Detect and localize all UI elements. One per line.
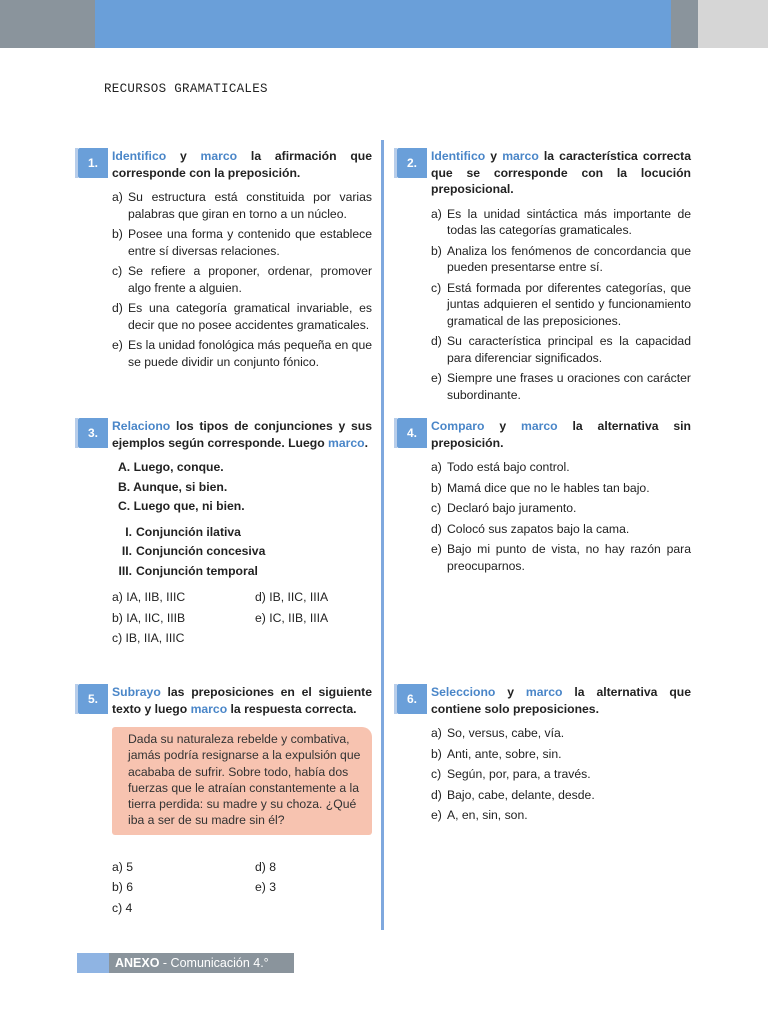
option-letter: d) — [112, 301, 123, 315]
option-letter: a) — [431, 460, 442, 474]
option-item[interactable] — [431, 807, 691, 824]
stem-keyword: Relaciono — [112, 419, 171, 433]
option-letter: b) — [112, 227, 123, 241]
option-item[interactable] — [431, 243, 691, 276]
footer-text: - Comunicación 4.° — [159, 956, 269, 970]
stem-text: y — [495, 685, 526, 699]
question-number-badge: 5. — [78, 684, 108, 714]
options-grid — [112, 589, 372, 647]
stem-keyword: marco — [328, 435, 365, 450]
option-letter: e) — [431, 808, 442, 822]
question-number-badge: 3. — [78, 418, 108, 448]
question-6 — [406, 684, 691, 828]
option-letter: e) — [431, 542, 442, 556]
option-item[interactable] — [112, 226, 372, 259]
option-letter: b) — [431, 746, 442, 761]
stem-text: la alternativa que contiene solo preposiciones. — [431, 685, 691, 716]
footer-label — [109, 953, 294, 973]
stem-text: la característica correcta que se corresponde con la locución preposicional. — [431, 149, 691, 196]
stem-text: los tipos de conjunciones y sus ejemplos según corresponde. Luego — [112, 419, 372, 450]
option-text: Siempre une frases u oraciones con carácter subordinante. — [447, 371, 691, 402]
option-c[interactable]: c) IB, IIA, IIIC — [112, 631, 185, 645]
question-stem — [431, 684, 691, 717]
option-text: Analiza los fenómenos de concordancia que pueden presentarse entre sí. — [447, 243, 691, 274]
option-letter: b) — [431, 243, 442, 258]
option-letter: a) — [431, 206, 442, 221]
option-text: Anti, ante, sobre, sin. — [447, 746, 562, 761]
stem-keyword: marco — [502, 149, 539, 163]
option-item[interactable] — [112, 337, 372, 370]
question-1 — [87, 148, 372, 374]
stem-keyword: marco — [525, 685, 563, 699]
option-text: Bajo mi punto de vista, no hay razón para preocuparnos. — [447, 542, 691, 573]
footer-accent-block — [77, 953, 109, 973]
stem-keyword: Identifico — [431, 149, 486, 163]
option-text: Colocó sus zapatos bajo la cama. — [447, 521, 630, 536]
question-stem — [112, 684, 372, 717]
option-text: Según, por, para, a través. — [447, 767, 591, 781]
option-item[interactable] — [431, 280, 691, 330]
column-divider — [381, 140, 384, 930]
option-letter: d) — [431, 787, 442, 802]
option-text: Está formada por diferentes categorías, que juntas adquieren el sentido y funcionamiento gramatical de las preposiciones. — [447, 280, 691, 328]
conjunction-examples — [112, 459, 372, 515]
option-e[interactable]: e) IC, IIB, IIIA — [255, 610, 329, 625]
option-item[interactable] — [431, 746, 691, 763]
option-item[interactable] — [112, 300, 372, 333]
option-letter: a) — [112, 190, 123, 204]
option-item[interactable] — [431, 787, 691, 804]
option-letter: c) — [431, 501, 442, 515]
banner-gray-block-left — [0, 0, 95, 48]
options-list — [431, 725, 691, 824]
stem-keyword: Subrayo — [112, 685, 161, 699]
option-text: Todo está bajo control. — [447, 460, 570, 474]
option-text: Es una categoría gramatical invariable, es decir que no posee accidentes gramaticales. — [128, 301, 372, 332]
option-text: Es la unidad sintáctica más importante de todas las categorías gramaticales. — [447, 206, 691, 237]
stem-keyword: marco — [521, 419, 558, 433]
option-letter: c) — [431, 280, 442, 295]
stem-text: y — [484, 419, 522, 433]
option-text: Se refiere a proponer, ordenar, promover algo frente a alguien. — [128, 264, 372, 295]
example-a: A. Luego, conque. — [118, 460, 224, 474]
option-letter: a) — [431, 726, 442, 740]
conjunction-types — [112, 524, 372, 580]
option-b[interactable]: b) 6 — [112, 880, 134, 895]
stem-keyword: marco — [200, 149, 238, 163]
option-text: Su característica principal es la capacidad para diferenciar significados. — [447, 334, 691, 365]
option-a[interactable]: a) 5 — [112, 859, 134, 874]
option-letter: d) — [431, 334, 442, 348]
stem-keyword: Selecciono — [431, 685, 496, 699]
options-grid — [112, 859, 372, 917]
stem-text: y — [166, 149, 201, 163]
question-5 — [87, 684, 372, 916]
option-text: Posee una forma y contenido que establece entre sí diversas relaciones. — [128, 227, 372, 258]
top-banner — [0, 0, 768, 48]
option-letter: c) — [112, 264, 123, 278]
option-item[interactable] — [431, 766, 691, 783]
question-3 — [87, 418, 372, 647]
options-list — [112, 189, 372, 370]
type-iii: III. Conjunción temporal — [118, 563, 258, 578]
option-text: Es la unidad fonológica más pequeña en que se puede dividir un conjunto fónico. — [128, 338, 372, 369]
stem-text: la alternativa sin preposición. — [431, 419, 691, 450]
stem-text: y — [485, 149, 503, 163]
question-stem — [431, 418, 691, 451]
option-d[interactable]: d) 8 — [255, 859, 277, 874]
options-list — [431, 459, 691, 574]
option-item[interactable] — [431, 521, 691, 538]
stem-text: . — [364, 435, 369, 450]
type-i: I. Conjunción ilativa — [125, 524, 241, 539]
question-number-badge: 6. — [397, 684, 427, 714]
option-item[interactable] — [431, 500, 691, 517]
question-2 — [406, 148, 691, 407]
reading-passage: Dada su naturaleza rebelde y combativa, jamás podría resignarse a la expulsión que acababa de sufrir. Sobre todo, había dos fuerzas que le atraían constantemente a la tierra perdida: su madre y su choza. ¿Qué iba a ser de su madre sin él? — [112, 727, 372, 835]
option-d[interactable]: d) IB, IIC, IIIA — [255, 590, 329, 604]
option-a[interactable]: a) IA, IIB, IIIC — [112, 590, 186, 604]
option-item[interactable] — [431, 333, 691, 366]
stem-text: la respuesta correcta. — [227, 701, 357, 716]
stem-keyword: Identifico — [112, 149, 167, 163]
stem-text: las preposiciones en el siguiente texto y luego — [112, 685, 372, 716]
option-e[interactable]: e) 3 — [255, 880, 277, 895]
option-item[interactable] — [112, 189, 372, 222]
stem-text: la afirmación que corresponde con la preposición. — [112, 149, 372, 180]
option-item[interactable] — [431, 206, 691, 239]
question-stem — [112, 148, 372, 181]
option-letter: d) — [431, 521, 442, 536]
option-item[interactable] — [431, 370, 691, 403]
question-number-badge: 4. — [397, 418, 427, 448]
option-text: So, versus, cabe, vía. — [447, 726, 565, 740]
question-number-badge: 2. — [397, 148, 427, 178]
option-text: Mamá dice que no le hables tan bajo. — [447, 480, 650, 495]
question-4 — [406, 418, 691, 578]
option-item[interactable] — [431, 459, 691, 476]
type-ii: II. Conjunción concesiva — [121, 544, 266, 558]
banner-gray-block-right — [671, 0, 698, 48]
page-footer — [77, 953, 294, 973]
banner-blue-block — [95, 0, 671, 48]
section-title: RECURSOS GRAMATICALES — [104, 82, 268, 96]
options-list — [431, 206, 691, 404]
option-item[interactable] — [431, 541, 691, 574]
footer-bold: ANEXO — [115, 956, 160, 970]
option-item[interactable] — [431, 725, 691, 742]
option-letter: b) — [431, 480, 442, 495]
stem-keyword: Comparo — [431, 419, 485, 433]
option-text: Bajo, cabe, delante, desde. — [447, 787, 595, 802]
question-stem — [431, 148, 691, 198]
stem-keyword: marco — [190, 701, 228, 716]
option-letter: c) — [431, 767, 442, 781]
option-item[interactable] — [112, 263, 372, 296]
question-stem — [112, 418, 372, 451]
option-item[interactable] — [431, 480, 691, 497]
option-letter: e) — [112, 338, 123, 352]
option-text: Su estructura está constituida por varias palabras que giran en torno a un núcleo. — [128, 190, 372, 221]
option-text: A, en, sin, son. — [447, 808, 528, 822]
option-text: Declaró bajo juramento. — [447, 501, 577, 515]
option-c[interactable]: c) 4 — [112, 900, 133, 915]
banner-light-block — [698, 0, 768, 48]
option-letter: e) — [431, 371, 442, 385]
option-b[interactable]: b) IA, IIC, IIIB — [112, 610, 186, 625]
example-b: B. Aunque, si bien. — [118, 479, 228, 494]
example-c: C. Luego que, ni bien. — [118, 499, 245, 513]
question-number-badge: 1. — [78, 148, 108, 178]
